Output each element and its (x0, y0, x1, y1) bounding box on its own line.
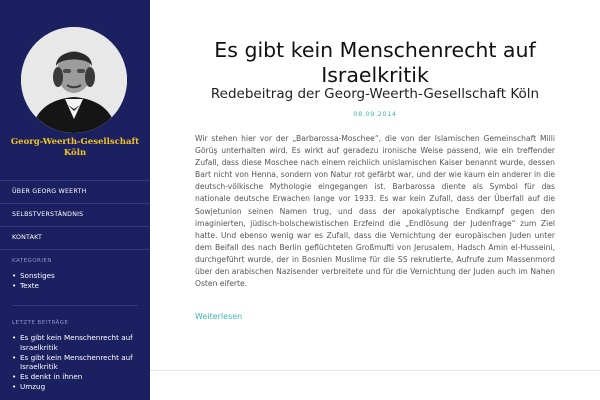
post-title[interactable]: Es gibt kein Menschenrecht auf Israelkritik (214, 38, 536, 87)
site-title-line2: Köln (63, 148, 87, 158)
recent-posts-list (12, 333, 140, 392)
post-date[interactable]: 08.09.2014 (353, 110, 397, 118)
main-content (150, 0, 600, 400)
recent-post-link[interactable]: • Es gibt kein Menschenrecht auf Israelkritik (12, 353, 140, 373)
categories-widget-title: KATEGORIEN (12, 258, 52, 264)
recent-post-link[interactable]: • Umzug (12, 382, 140, 392)
recent-posts-widget-title: LETZTE BEITRÄGE (12, 320, 69, 326)
category-link-texte[interactable]: • Texte (12, 281, 140, 291)
portrait-image (21, 27, 127, 133)
category-link-sonstiges[interactable]: • Sonstiges (12, 271, 140, 281)
site-title-line1: Georg-Weerth-Gesellschaft (10, 137, 140, 147)
sidebar (0, 0, 150, 400)
read-more-link[interactable]: Weiterlesen (195, 312, 243, 321)
recent-post-link[interactable]: • Es gibt kein Menschenrecht auf Israelkritik (12, 333, 140, 353)
categories-list (12, 271, 140, 291)
sidebar-divider (12, 305, 138, 306)
nav-item-kontakt[interactable]: KONTAKT (0, 226, 150, 250)
post-excerpt: Wir stehen hier vor der „Barbarossa-Moschee“, die von der Islamischen Gemeinschaft Milli Görüş unterhalten wird. Es wirkt auf geradezu ironische Weise passend, wie ein treffender Zufall, dass diese Moschee nach einem reichlich unislamischen Kaiser benannt wurde, dessen Bart nicht von Henna, sondern von Natur rot gefärbt war, und der wie kaum ein anderer in die deutsch-völkische Mythologie eingegangen ist. Barbarossa diente als Symbol für das nationale deutsche Erwachen lange vor 1933. Es war kein Zufall, dass der Überfall auf die Sowjetunion seinen Namen trug, und dass der apokalyptische Endkampf gegen den imaginierten, jüdisch-bolschewistischen Erzfeind die „Endlösung der Judenfrage“ zum Ziel hatte. Und ebenso wenig war es Zufall, dass die Vernichtung der europäischen Juden unter dem Beifall des nach Berlin geflüchteten Großmufti von Jerusalem, Hadsch Amin el-Husseini, durchgeführt wurde, der in Bosnien Muslime für die SS rekrutierte, Aufrufe zum Massenmord über den arabischen Nazisender verbreitete und für die Vernichtung der Juden auch im Nahen Osten eiferte. (195, 134, 555, 289)
recent-post-link[interactable]: • Es denkt in ihnen (12, 372, 140, 382)
nav-item-ueber-georg-weerth[interactable]: ÜBER GEORG WEERTH (0, 180, 150, 203)
nav-item-selbstverstaendnis[interactable]: SELBSTVERSTÄNDNIS (0, 203, 150, 226)
post-subtitle: Redebeitrag der Georg-Weerth-Gesellschaft Köln (210, 86, 540, 102)
site-title[interactable] (4, 137, 146, 159)
main-navigation (0, 180, 150, 250)
post-divider (150, 370, 600, 371)
portrait-avatar[interactable] (21, 27, 127, 133)
